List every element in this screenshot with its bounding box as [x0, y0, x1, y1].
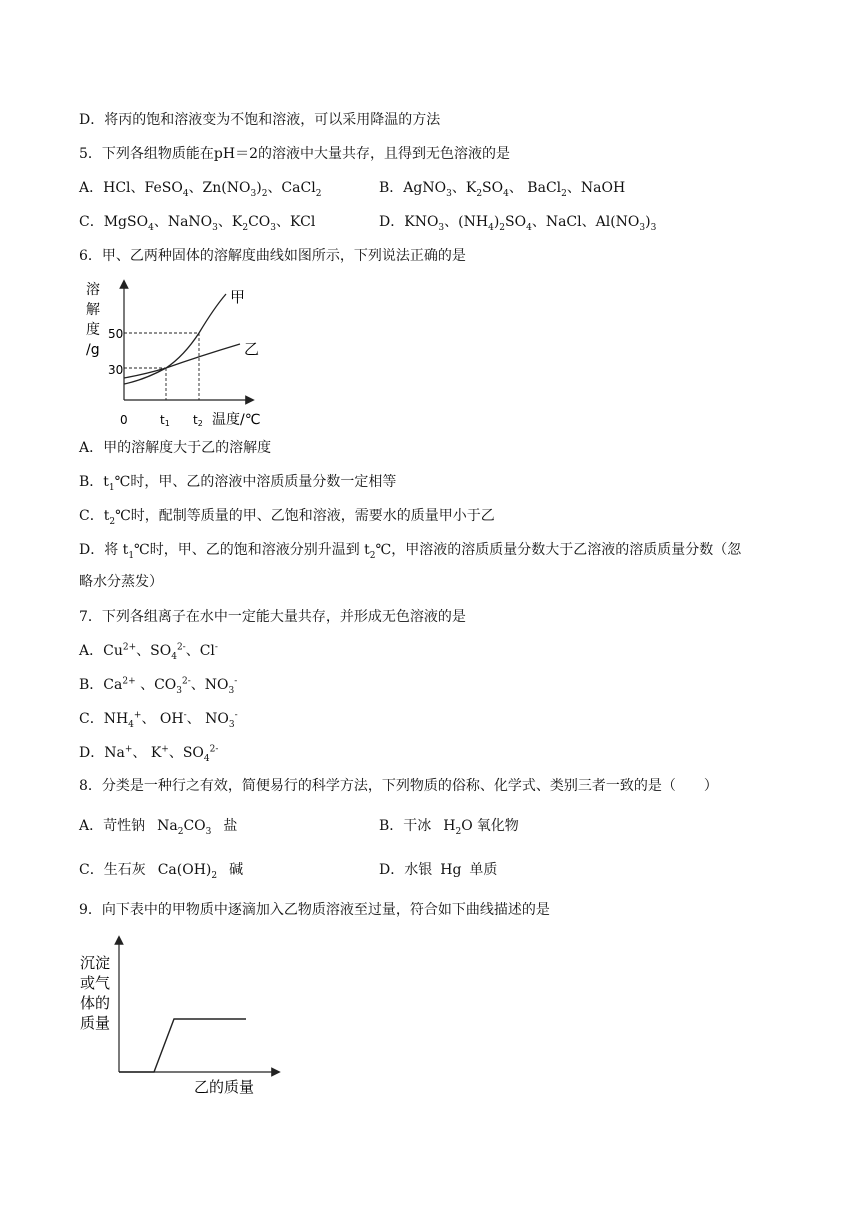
ylabel-3: 度 — [86, 322, 100, 338]
q8-option-b: B．干冰 $H_2O$ 氧化物 — [379, 818, 519, 837]
q7-stem: 7．下列各组离子在水中一定能大量共存，并形成无色溶液的是 — [79, 609, 466, 625]
q6-stem: 6．甲、乙两种固体的溶解度曲线如图所示，下列说法正确的是 — [79, 248, 466, 264]
q9-stem: 9．向下表中的甲物质中逐滴加入乙物质溶液至过量，符合如下曲线描述的是 — [79, 902, 550, 918]
q7-option-a: A．$Cu^{2+}$、$SO_4^{2-}$、Cl- — [79, 642, 218, 662]
q9-mass-chart — [78, 934, 284, 1098]
q8-stem: 8．分类是一种行之有效，简便易行的科学方法，下列物质的俗称、化学式、类别三者一致的是（ ） — [79, 778, 718, 794]
ylabel-1: 溶 — [86, 282, 100, 298]
q6-option-a: A．甲的溶解度大于乙的溶解度 — [79, 440, 272, 456]
legend-jia: 甲 — [230, 288, 246, 306]
q7-option-c: C．$NH_4^+$、 OH-、 $NO_3^-$ — [79, 710, 238, 730]
x-axis-label: 乙的质量 — [194, 1078, 255, 1096]
ylabel-4: 质量 — [80, 1014, 111, 1032]
ylabel-2: 解 — [86, 302, 100, 318]
x-tick-t2: t2 — [193, 413, 203, 428]
curve-jia — [124, 294, 226, 384]
q5-option-c: C．MgSO$_4$、NaNO$_3$、$K_2CO_3$、KCl — [79, 214, 316, 233]
q5-stem: 5．下列各组物质能在pH＝2的溶液中大量共存，且得到无色溶液的是 — [79, 146, 510, 162]
q7-option-b: B．$Ca^{2+}$ 、$CO_3^{2-}$、$NO_3^-$ — [79, 676, 238, 696]
ylabel-2: 或气 — [80, 974, 111, 992]
y-tick-50: 50 — [108, 327, 124, 341]
ylabel-3: 体的 — [80, 994, 111, 1012]
q6-option-d-line2: 略水分蒸发） — [79, 574, 163, 590]
y-tick-30: 30 — [108, 363, 124, 377]
x-tick-t1: t1 — [160, 413, 170, 428]
q6-solubility-chart — [80, 278, 280, 430]
q6-option-d-line1: D．将 $t_1℃$时，甲、乙的饱和溶液分别升温到 $t_2℃$，甲溶液的溶质质量分数大于乙溶液的溶质质量分数（忽 — [79, 542, 742, 561]
ylabel-4: /g — [86, 342, 100, 358]
q8-option-d: D．水银 Hg 单质 — [379, 862, 498, 878]
x-axis-label: 温度/℃ — [212, 412, 261, 428]
q5-option-a: A．HCl、FeSO$_4$、$Zn(NO_3)_2$、CaCl$_2$ — [79, 180, 322, 199]
q8-option-a: A．苛性钠 $Na_2CO_3$ 盐 — [79, 818, 238, 837]
curve-yi — [124, 344, 240, 378]
q7-option-d: D．Na+、 K+、$SO_4^{2-}$ — [79, 744, 219, 764]
mass-curve — [119, 1019, 246, 1072]
x-origin: 0 — [120, 413, 128, 427]
q5-option-d: D．$KNO_3$、$(NH_4)_2SO_4$、NaCl、$Al(NO_3)_3$ — [379, 214, 657, 233]
q4-option-d: D．将丙的饱和溶液变为不饱和溶液，可以采用降温的方法 — [79, 112, 441, 128]
q8-option-c: C．生石灰 $Ca(OH)_2$ 碱 — [79, 862, 244, 881]
q6-option-c: C．$t_2℃$时，配制等质量的甲、乙饱和溶液，需要水的质量甲小于乙 — [79, 508, 495, 527]
q6-option-b: B．$t_1℃$时，甲、乙的溶液中溶质质量分数一定相等 — [79, 474, 397, 493]
legend-yi: 乙 — [244, 340, 260, 358]
q5-option-b: B．AgNO$_3$、$K_2SO_4$、 BaCl$_2$、NaOH — [379, 180, 626, 199]
ylabel-1: 沉淀 — [80, 954, 111, 972]
